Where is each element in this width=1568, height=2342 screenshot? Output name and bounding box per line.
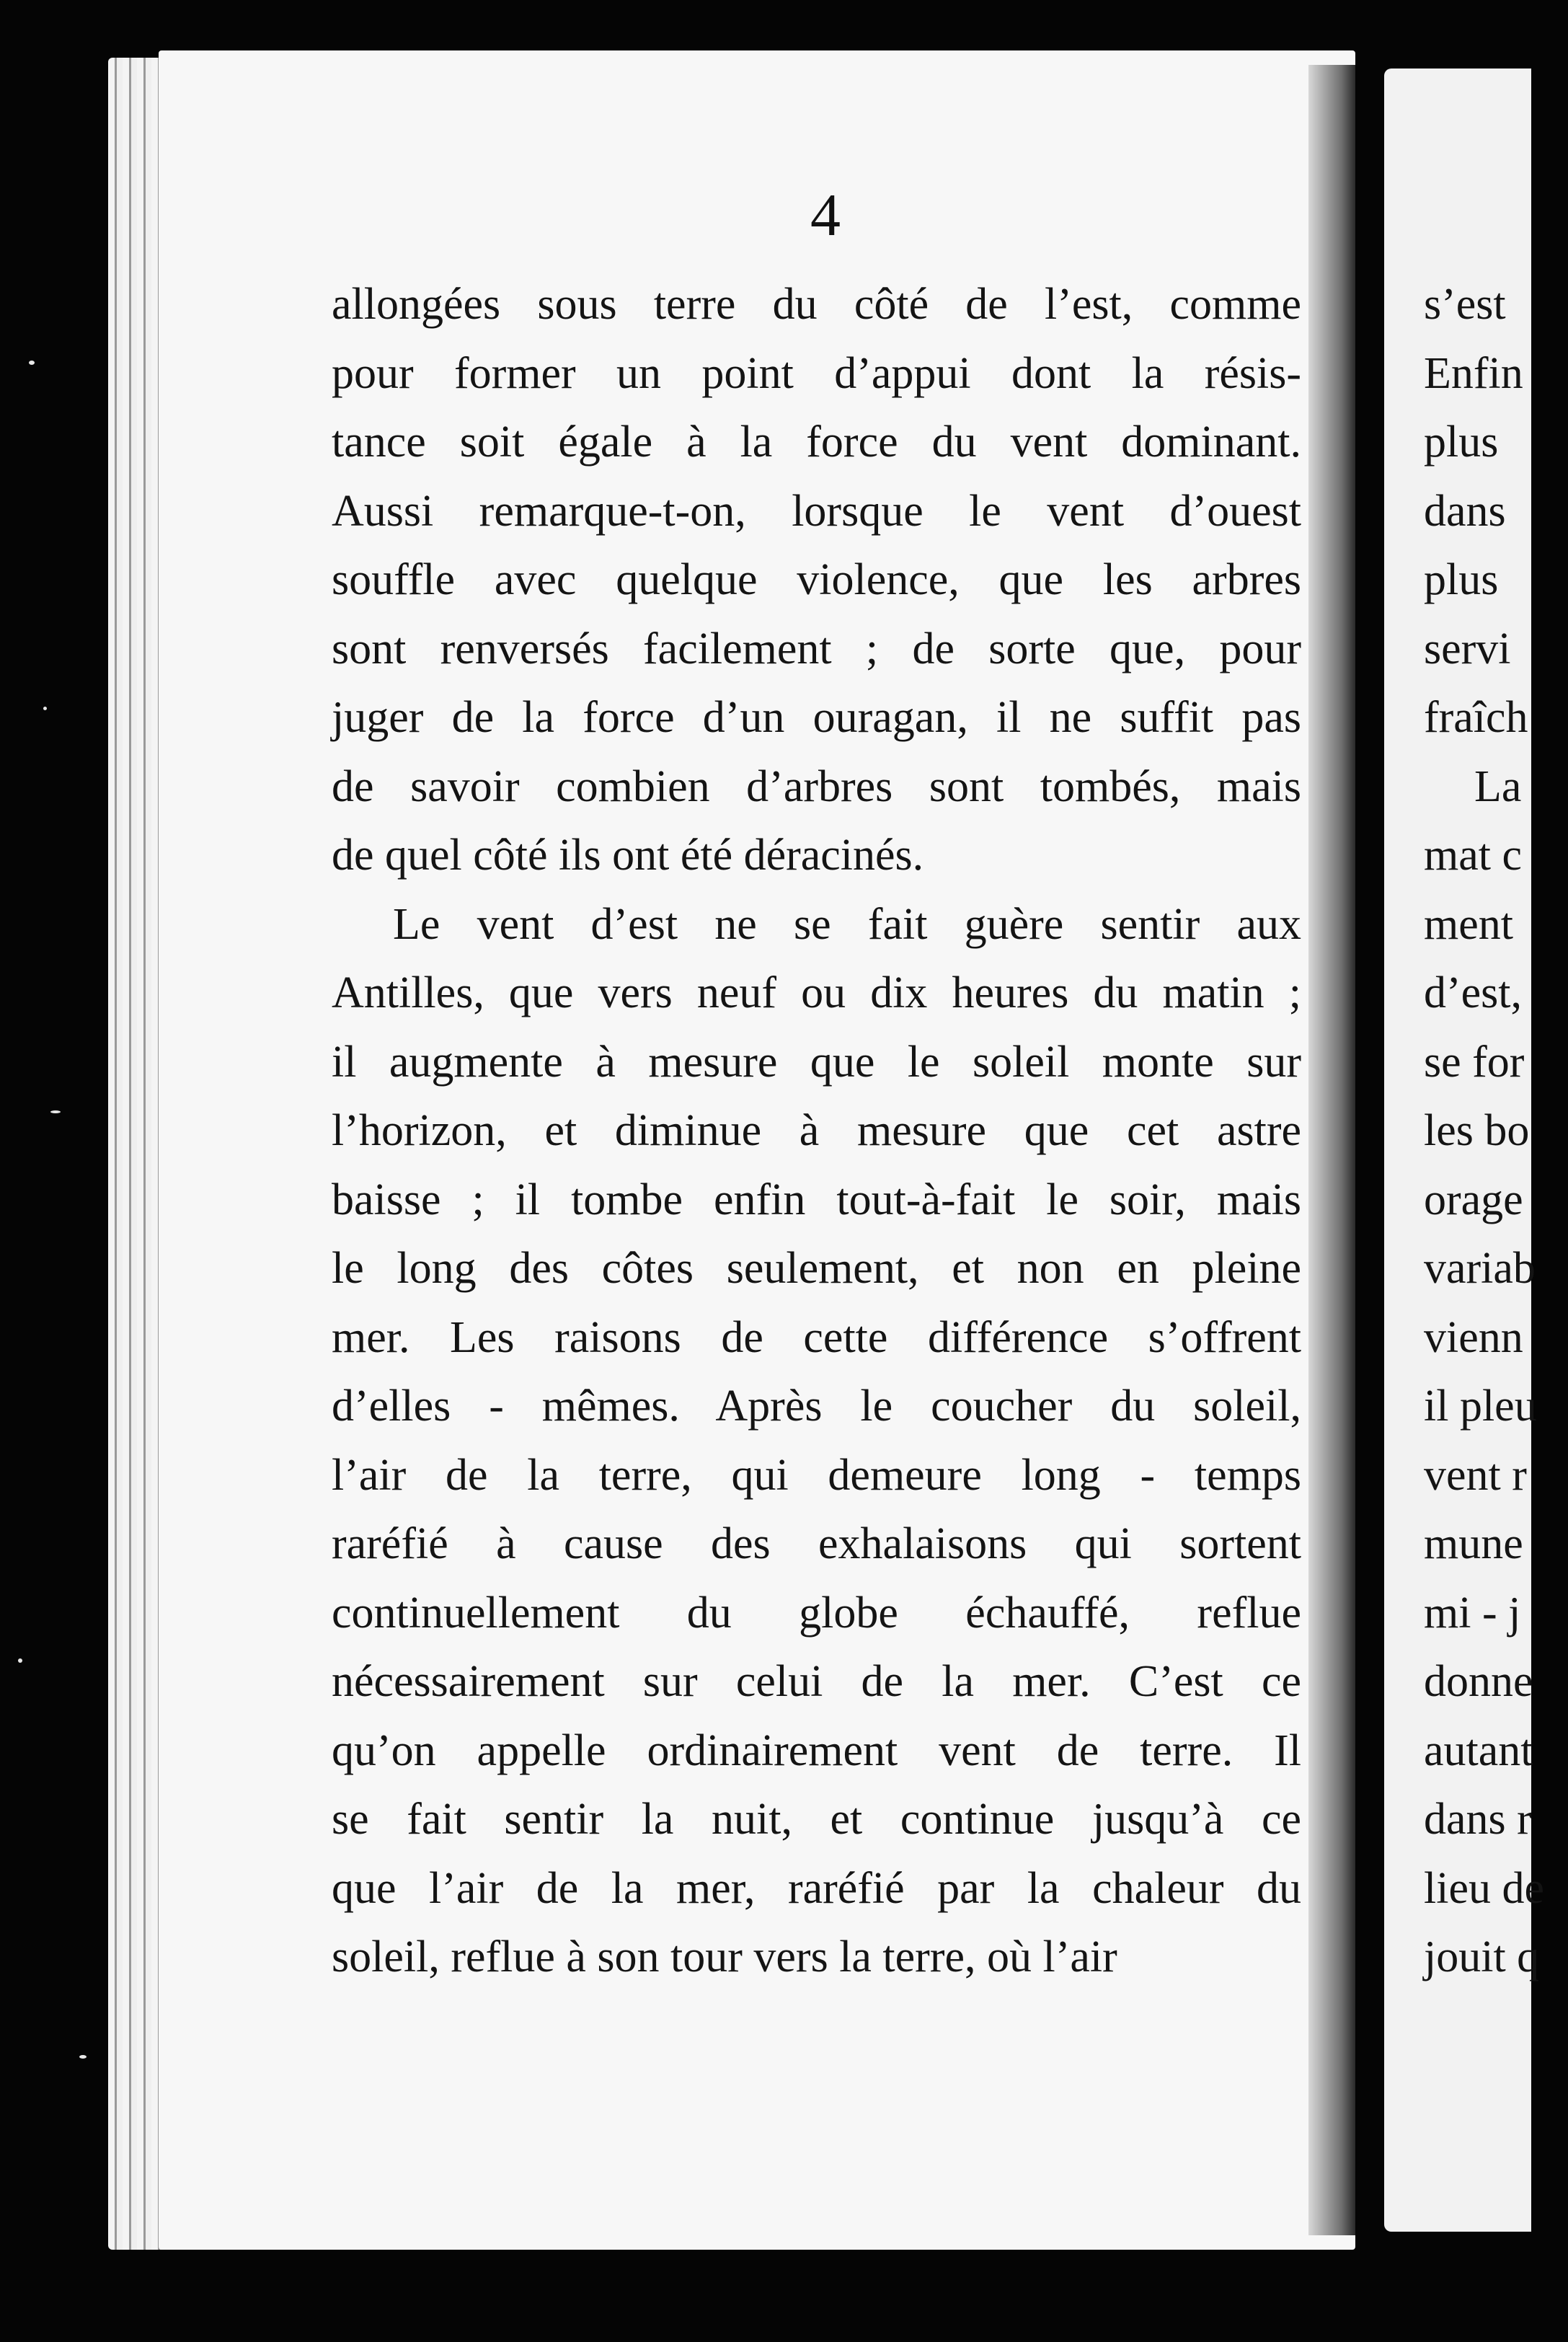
text-line: allongées sous terre du côté de l’est, comme xyxy=(332,280,1301,329)
text-line: qu’on appelle ordinairement vent de terre. Il xyxy=(332,1725,1301,1775)
text-line: se fait sentir la nuit, et continue jusqu’à ce xyxy=(332,1795,1301,1844)
facing-text-line: autant xyxy=(1424,1725,1533,1775)
text-line: Le vent d’est ne se fait guère sentir aux xyxy=(393,899,1301,949)
facing-text-line: donne xyxy=(1424,1657,1533,1706)
text-line: mer. Les raisons de cette différence s’offrent xyxy=(332,1312,1301,1362)
facing-text-line: fraîch xyxy=(1424,693,1528,742)
text-line: de quel côté ils ont été déracinés. xyxy=(332,831,924,880)
speck xyxy=(29,361,35,365)
text-line: sont renversés facilement ; de sorte que, pour xyxy=(332,624,1301,673)
facing-text-line: servi xyxy=(1424,624,1511,673)
text-line: baisse ; il tombe enfin tout-à-fait le soir, mais xyxy=(332,1175,1301,1224)
text-line: raréfié à cause des exhalaisons qui sortent xyxy=(332,1519,1301,1568)
text-line: nécessairement sur celui de la mer. C’est ce xyxy=(332,1657,1301,1706)
text-line: de savoir combien d’arbres sont tombés, mais xyxy=(332,761,1301,811)
facing-page-text xyxy=(1424,270,1568,1992)
facing-text-line: vienn xyxy=(1424,1312,1523,1362)
page-number: 4 xyxy=(810,182,841,249)
facing-text-line: La xyxy=(1474,761,1522,811)
speck xyxy=(50,1110,61,1113)
body-text xyxy=(332,270,1301,1992)
text-line: le long des côtes seulement, et non en pleine xyxy=(332,1244,1301,1293)
facing-text-line: ment xyxy=(1424,899,1513,949)
text-line: Aussi remarque-t-on, lorsque le vent d’ouest xyxy=(332,486,1301,536)
facing-text-line: mat c xyxy=(1424,831,1522,880)
speck xyxy=(18,1658,22,1663)
text-line: pour former un point d’appui dont la résis- xyxy=(332,348,1301,398)
facing-text-line: lieu de xyxy=(1424,1863,1544,1913)
facing-text-line: plus xyxy=(1424,555,1499,604)
facing-text-line: se for xyxy=(1424,1037,1525,1087)
facing-text-line: orage xyxy=(1424,1175,1523,1224)
speck xyxy=(43,707,47,710)
text-line: Antilles, que vers neuf ou dix heures du matin ; xyxy=(332,968,1301,1017)
text-line: il augmente à mesure que le soleil monte sur xyxy=(332,1037,1301,1087)
book-gutter xyxy=(1308,65,1355,2235)
facing-text-line: plus xyxy=(1424,417,1499,467)
text-line: d’elles - mêmes. Après le coucher du soleil, xyxy=(332,1382,1301,1431)
facing-text-line: Enfin xyxy=(1424,348,1523,398)
facing-text-line: d’est, xyxy=(1424,968,1523,1017)
facing-text-line: vent r xyxy=(1424,1450,1527,1500)
text-line: que l’air de la mer, raréfié par la chaleur du xyxy=(332,1863,1301,1913)
text-line: continuellement du globe échauffé, reflue xyxy=(332,1588,1301,1638)
text-line: soleil, reflue à son tour vers la terre, où l’air xyxy=(332,1932,1117,1981)
text-line: souffle avec quelque violence, que les arbres xyxy=(332,555,1301,604)
text-line: l’air de la terre, qui demeure long - temps xyxy=(332,1450,1301,1500)
speck xyxy=(79,2055,87,2059)
facing-text-line: mi - j xyxy=(1424,1588,1521,1638)
facing-text-line: mune xyxy=(1424,1519,1523,1568)
facing-text-line: variab xyxy=(1424,1244,1536,1293)
text-line: tance soit égale à la force du vent dominant. xyxy=(332,417,1301,467)
facing-text-line: jouit q xyxy=(1424,1932,1540,1981)
facing-text-line: dans r xyxy=(1424,1795,1532,1844)
facing-text-line: les bo xyxy=(1424,1106,1530,1155)
facing-text-line: s’est xyxy=(1424,280,1506,329)
facing-text-line: dans xyxy=(1424,486,1506,536)
facing-text-line: il pleu xyxy=(1424,1382,1537,1431)
text-line: l’horizon, et diminue à mesure que cet astre xyxy=(332,1106,1301,1155)
text-line: juger de la force d’un ouragan, il ne suffit pas xyxy=(332,693,1301,742)
